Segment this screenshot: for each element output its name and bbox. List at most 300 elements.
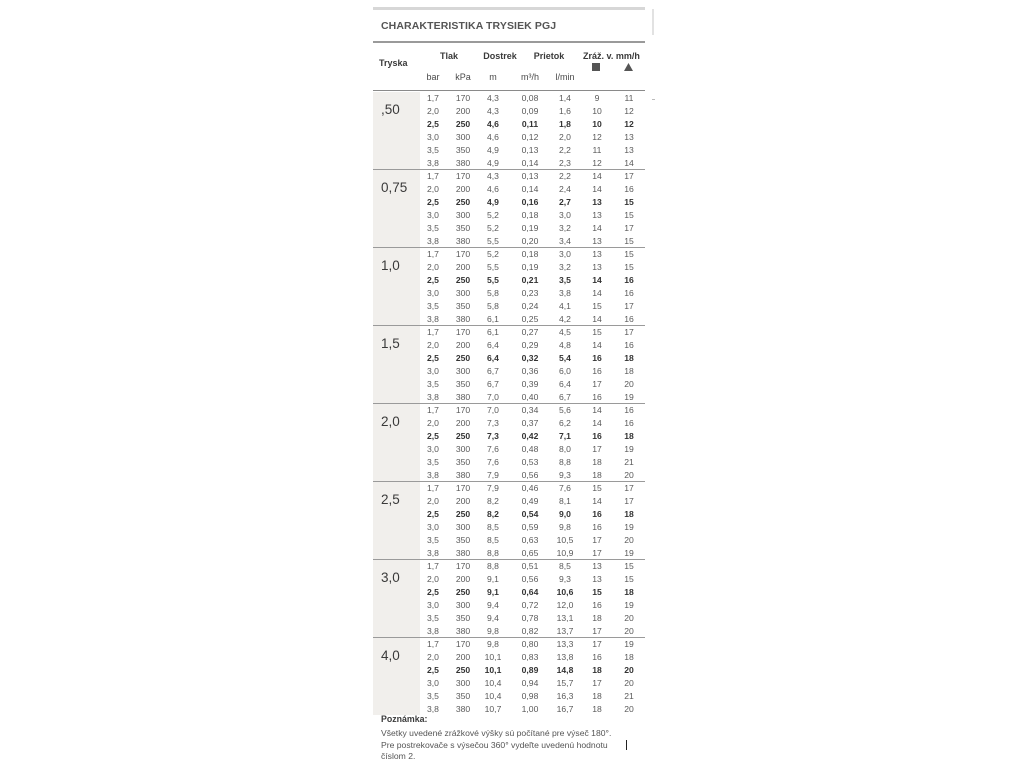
cell-kpa: 350	[455, 613, 471, 623]
cell-prietok-lmin: 8,0	[559, 444, 571, 454]
cell-dostrek: 9,4	[487, 600, 499, 610]
cell-bar: 3,5	[427, 457, 439, 467]
cell-bar: 3,0	[427, 210, 439, 220]
cell-bar: 3,8	[427, 158, 439, 168]
cell-dostrek: 4,3	[487, 93, 499, 103]
cell-zraz-square: 14	[592, 496, 602, 506]
cell-zraz-square: 12	[592, 132, 602, 142]
table-row	[373, 287, 645, 300]
cell-bar: 2,0	[427, 184, 439, 194]
cell-kpa: 300	[455, 288, 471, 298]
cell-prietok-lmin: 4,5	[559, 327, 571, 337]
cell-prietok-lmin: 1,4	[559, 93, 571, 103]
cell-prietok-m3h: 0,64	[521, 587, 539, 597]
cell-prietok-lmin: 5,6	[559, 405, 571, 415]
cell-bar: 1,7	[427, 327, 439, 337]
cell-prietok-m3h: 0,63	[521, 535, 539, 545]
cell-dostrek: 4,9	[487, 145, 499, 155]
title-divider	[373, 41, 645, 43]
cell-zraz-square: 18	[592, 704, 602, 714]
table-row	[373, 482, 645, 495]
table-row	[373, 118, 645, 131]
cell-bar: 2,5	[427, 431, 439, 441]
cell-kpa: 250	[455, 665, 471, 675]
cell-dostrek: 4,6	[487, 184, 499, 194]
page-title: CHARAKTERISTIKA TRYSIEK PGJ	[381, 20, 557, 32]
cell-prietok-lmin: 1,6	[559, 106, 571, 116]
cell-bar: 3,5	[427, 145, 439, 155]
cell-prietok-m3h: 0,83	[521, 652, 539, 662]
cell-zraz-square: 15	[592, 327, 602, 337]
cell-dostrek: 4,6	[487, 119, 499, 129]
cell-zraz-triangle: 14	[624, 158, 634, 168]
cell-zraz-triangle: 18	[624, 353, 634, 363]
cell-bar: 3,0	[427, 366, 439, 376]
table-row	[373, 300, 645, 313]
cell-prietok-lmin: 5,4	[559, 353, 571, 363]
cell-prietok-m3h: 0,27	[521, 327, 539, 337]
cell-kpa: 200	[455, 418, 471, 428]
cell-prietok-m3h: 0,54	[521, 509, 539, 519]
cell-bar: 2,0	[427, 262, 439, 272]
table-row	[373, 417, 645, 430]
cell-kpa: 170	[455, 93, 471, 103]
cell-prietok-lmin: 10,5	[556, 535, 574, 545]
cell-bar: 2,0	[427, 418, 439, 428]
edge-tick	[652, 99, 655, 100]
cell-kpa: 250	[455, 197, 471, 207]
cell-prietok-lmin: 2,2	[559, 171, 571, 181]
cell-zraz-square: 15	[592, 483, 602, 493]
cell-prietok-m3h: 0,72	[521, 600, 539, 610]
cell-kpa: 380	[455, 314, 471, 324]
cell-dostrek: 7,3	[487, 431, 499, 441]
text-cursor	[626, 740, 627, 750]
cell-dostrek: 6,4	[487, 340, 499, 350]
cell-kpa: 200	[455, 106, 471, 116]
cell-zraz-triangle: 19	[624, 548, 634, 558]
cell-kpa: 200	[455, 340, 471, 350]
cell-dostrek: 4,9	[487, 197, 499, 207]
tryska-label: ,50	[381, 102, 400, 117]
cell-bar: 2,5	[427, 119, 439, 129]
cell-zraz-square: 16	[592, 522, 602, 532]
cell-bar: 1,7	[427, 561, 439, 571]
cell-zraz-square: 13	[592, 249, 602, 259]
cell-zraz-square: 13	[592, 210, 602, 220]
cell-kpa: 250	[455, 353, 471, 363]
cell-prietok-m3h: 0,18	[521, 210, 539, 220]
cell-zraz-square: 17	[592, 548, 602, 558]
cell-zraz-square: 15	[592, 587, 602, 597]
cell-dostrek: 10,1	[484, 665, 502, 675]
cell-prietok-m3h: 0,12	[521, 132, 539, 142]
table-row	[373, 170, 645, 183]
cell-prietok-lmin: 8,5	[559, 561, 571, 571]
cell-bar: 3,0	[427, 678, 439, 688]
cell-zraz-square: 10	[592, 106, 602, 116]
cell-prietok-lmin: 4,8	[559, 340, 571, 350]
cell-kpa: 200	[455, 262, 471, 272]
cell-bar: 3,5	[427, 379, 439, 389]
cell-prietok-m3h: 0,14	[521, 184, 539, 194]
cell-kpa: 380	[455, 548, 471, 558]
cell-dostrek: 8,5	[487, 522, 499, 532]
cell-zraz-square: 14	[592, 405, 602, 415]
table-row	[373, 651, 645, 664]
table-row	[373, 638, 645, 651]
header-tryska: Tryska	[379, 58, 408, 68]
cell-zraz-triangle: 17	[624, 171, 634, 181]
scrollbar-fragment	[652, 9, 654, 35]
cell-bar: 3,5	[427, 301, 439, 311]
cell-bar: 1,7	[427, 483, 439, 493]
cell-dostrek: 6,4	[487, 353, 499, 363]
cell-zraz-triangle: 17	[624, 327, 634, 337]
unit-m3h: m³/h	[521, 72, 539, 82]
cell-prietok-m3h: 0,20	[521, 236, 539, 246]
cell-zraz-triangle: 15	[624, 197, 634, 207]
cell-prietok-m3h: 0,13	[521, 145, 539, 155]
cell-kpa: 170	[455, 171, 471, 181]
unit-lmin: l/min	[555, 72, 575, 82]
cell-prietok-m3h: 0,42	[521, 431, 539, 441]
cell-dostrek: 7,6	[487, 444, 499, 454]
cell-prietok-lmin: 3,5	[559, 275, 571, 285]
cell-kpa: 300	[455, 444, 471, 454]
cell-dostrek: 9,8	[487, 639, 499, 649]
cell-zraz-triangle: 12	[624, 106, 634, 116]
cell-dostrek: 10,4	[484, 691, 502, 701]
cell-dostrek: 7,3	[487, 418, 499, 428]
cell-zraz-square: 16	[592, 431, 602, 441]
nozzle-group	[373, 91, 645, 169]
cell-dostrek: 5,8	[487, 301, 499, 311]
cell-bar: 3,0	[427, 600, 439, 610]
table-row	[373, 92, 645, 105]
cell-bar: 3,5	[427, 223, 439, 233]
cell-kpa: 350	[455, 691, 471, 701]
cell-dostrek: 9,1	[487, 574, 499, 584]
table-row	[373, 677, 645, 690]
cell-prietok-lmin: 13,1	[556, 613, 574, 623]
cell-dostrek: 4,3	[487, 106, 499, 116]
cell-prietok-lmin: 4,1	[559, 301, 571, 311]
cell-zraz-triangle: 15	[624, 210, 634, 220]
triangle-icon	[624, 63, 633, 71]
cell-zraz-triangle: 19	[624, 392, 634, 402]
cell-zraz-square: 13	[592, 561, 602, 571]
cell-prietok-m3h: 0,21	[521, 275, 539, 285]
cell-zraz-square: 16	[592, 652, 602, 662]
cell-bar: 3,8	[427, 314, 439, 324]
cell-zraz-triangle: 20	[624, 626, 634, 636]
cell-kpa: 350	[455, 145, 471, 155]
cell-prietok-m3h: 0,98	[521, 691, 539, 701]
cell-bar: 3,5	[427, 535, 439, 545]
cell-bar: 3,0	[427, 444, 439, 454]
nozzle-group	[373, 481, 645, 559]
cell-kpa: 380	[455, 392, 471, 402]
table-row	[373, 352, 645, 365]
header-dostrek: Dostrek	[483, 51, 517, 61]
cell-zraz-triangle: 18	[624, 587, 634, 597]
cell-zraz-triangle: 13	[624, 132, 634, 142]
cell-prietok-m3h: 0,51	[521, 561, 539, 571]
cell-prietok-m3h: 0,65	[521, 548, 539, 558]
cell-zraz-triangle: 13	[624, 145, 634, 155]
cell-prietok-lmin: 12,0	[556, 600, 574, 610]
cell-kpa: 200	[455, 496, 471, 506]
cell-prietok-lmin: 10,6	[556, 587, 574, 597]
cell-kpa: 170	[455, 327, 471, 337]
cell-bar: 1,7	[427, 405, 439, 415]
cell-zraz-triangle: 19	[624, 639, 634, 649]
table-row	[373, 430, 645, 443]
table-row	[373, 261, 645, 274]
cell-prietok-lmin: 16,3	[556, 691, 574, 701]
table-row	[373, 183, 645, 196]
cell-prietok-m3h: 0,25	[521, 314, 539, 324]
cell-dostrek: 10,7	[484, 704, 502, 714]
table-row	[373, 456, 645, 469]
table-row	[373, 105, 645, 118]
cell-zraz-triangle: 16	[624, 340, 634, 350]
cell-prietok-lmin: 9,3	[559, 470, 571, 480]
cell-bar: 3,5	[427, 613, 439, 623]
cell-prietok-m3h: 0,78	[521, 613, 539, 623]
cell-bar: 2,5	[427, 275, 439, 285]
table-row	[373, 222, 645, 235]
cell-prietok-lmin: 13,3	[556, 639, 574, 649]
table-row	[373, 534, 645, 547]
cell-bar: 2,5	[427, 587, 439, 597]
cell-dostrek: 8,8	[487, 561, 499, 571]
cell-prietok-m3h: 0,89	[521, 665, 539, 675]
cell-bar: 3,8	[427, 626, 439, 636]
cell-dostrek: 8,2	[487, 509, 499, 519]
cell-bar: 1,7	[427, 93, 439, 103]
cell-dostrek: 8,2	[487, 496, 499, 506]
cell-zraz-square: 17	[592, 678, 602, 688]
cell-kpa: 250	[455, 509, 471, 519]
cell-zraz-triangle: 15	[624, 561, 634, 571]
cell-dostrek: 4,3	[487, 171, 499, 181]
cell-dostrek: 7,0	[487, 405, 499, 415]
cell-kpa: 250	[455, 275, 471, 285]
cell-prietok-lmin: 9,3	[559, 574, 571, 584]
cell-bar: 3,0	[427, 132, 439, 142]
cell-zraz-triangle: 16	[624, 184, 634, 194]
cell-zraz-triangle: 19	[624, 444, 634, 454]
table-row	[373, 599, 645, 612]
cell-zraz-triangle: 19	[624, 600, 634, 610]
cell-dostrek: 5,2	[487, 223, 499, 233]
cell-prietok-lmin: 3,4	[559, 236, 571, 246]
cell-prietok-lmin: 13,7	[556, 626, 574, 636]
cell-dostrek: 5,5	[487, 236, 499, 246]
tryska-label: 0,75	[381, 180, 408, 195]
cell-zraz-square: 13	[592, 574, 602, 584]
nozzle-group	[373, 325, 645, 403]
note-title: Poznámka:	[381, 714, 428, 724]
cell-bar: 2,0	[427, 574, 439, 584]
cell-prietok-m3h: 0,08	[521, 93, 539, 103]
top-border	[373, 7, 645, 10]
cell-bar: 3,8	[427, 704, 439, 714]
cell-dostrek: 9,1	[487, 587, 499, 597]
cell-dostrek: 10,1	[484, 652, 502, 662]
cell-prietok-m3h: 0,14	[521, 158, 539, 168]
cell-prietok-lmin: 8,8	[559, 457, 571, 467]
cell-zraz-square: 13	[592, 197, 602, 207]
cell-zraz-square: 17	[592, 535, 602, 545]
cell-dostrek: 10,4	[484, 678, 502, 688]
cell-zraz-triangle: 17	[624, 301, 634, 311]
table-row	[373, 326, 645, 339]
cell-zraz-triangle: 20	[624, 704, 634, 714]
table-row	[373, 339, 645, 352]
cell-dostrek: 6,7	[487, 379, 499, 389]
table-row	[373, 508, 645, 521]
header-tlak: Tlak	[439, 51, 458, 61]
cell-dostrek: 7,0	[487, 392, 499, 402]
table-row	[373, 560, 645, 573]
cell-zraz-square: 13	[592, 262, 602, 272]
cell-prietok-lmin: 3,2	[559, 262, 571, 272]
cell-zraz-triangle: 16	[624, 288, 634, 298]
table-row	[373, 196, 645, 209]
cell-zraz-triangle: 21	[624, 457, 634, 467]
cell-zraz-square: 15	[592, 301, 602, 311]
cell-zraz-triangle: 16	[624, 418, 634, 428]
table-row	[373, 521, 645, 534]
cell-kpa: 300	[455, 678, 471, 688]
cell-bar: 2,0	[427, 106, 439, 116]
cell-dostrek: 7,9	[487, 470, 499, 480]
cell-zraz-square: 14	[592, 275, 602, 285]
cell-zraz-triangle: 17	[624, 483, 634, 493]
cell-prietok-lmin: 7,6	[559, 483, 571, 493]
cell-zraz-square: 12	[592, 158, 602, 168]
cell-prietok-lmin: 9,0	[559, 509, 571, 519]
cell-zraz-triangle: 18	[624, 652, 634, 662]
table-row	[373, 664, 645, 677]
cell-kpa: 350	[455, 301, 471, 311]
cell-bar: 2,5	[427, 509, 439, 519]
cell-prietok-m3h: 0,56	[521, 470, 539, 480]
cell-dostrek: 9,8	[487, 626, 499, 636]
cell-zraz-triangle: 18	[624, 509, 634, 519]
nozzle-group	[373, 637, 645, 715]
cell-bar: 3,8	[427, 548, 439, 558]
cell-bar: 1,7	[427, 639, 439, 649]
cell-zraz-square: 14	[592, 223, 602, 233]
cell-kpa: 200	[455, 184, 471, 194]
cell-bar: 1,7	[427, 171, 439, 181]
cell-zraz-square: 16	[592, 600, 602, 610]
cell-zraz-triangle: 20	[624, 470, 634, 480]
cell-prietok-m3h: 0,34	[521, 405, 539, 415]
cell-dostrek: 6,1	[487, 314, 499, 324]
note-line: Všetky uvedené zrážkové výšky sú počítané pre výseč 180°.	[381, 728, 612, 738]
cell-prietok-m3h: 0,24	[521, 301, 539, 311]
table-row	[373, 378, 645, 391]
cell-dostrek: 5,2	[487, 210, 499, 220]
note-text	[381, 728, 641, 763]
table-row	[373, 144, 645, 157]
cell-zraz-square: 9	[594, 93, 600, 103]
cell-bar: 3,0	[427, 522, 439, 532]
cell-kpa: 380	[455, 158, 471, 168]
cell-zraz-square: 16	[592, 353, 602, 363]
cell-prietok-lmin: 16,7	[556, 704, 574, 714]
cell-zraz-triangle: 17	[624, 223, 634, 233]
table-row	[373, 274, 645, 287]
cell-zraz-triangle: 15	[624, 574, 634, 584]
cell-zraz-square: 14	[592, 340, 602, 350]
cell-prietok-lmin: 6,7	[559, 392, 571, 402]
cell-zraz-square: 14	[592, 184, 602, 194]
cell-bar: 1,7	[427, 249, 439, 259]
cell-kpa: 170	[455, 483, 471, 493]
cell-zraz-triangle: 21	[624, 691, 634, 701]
cell-prietok-m3h: 1,00	[521, 704, 539, 714]
cell-bar: 2,5	[427, 197, 439, 207]
unit-bar: bar	[426, 72, 440, 82]
cell-zraz-triangle: 11	[624, 93, 634, 103]
cell-bar: 2,0	[427, 340, 439, 350]
cell-zraz-triangle: 20	[624, 613, 634, 623]
cell-kpa: 200	[455, 574, 471, 584]
unit-m: m	[489, 72, 497, 82]
cell-prietok-lmin: 2,0	[559, 132, 571, 142]
cell-prietok-lmin: 10,9	[556, 548, 574, 558]
cell-dostrek: 8,5	[487, 535, 499, 545]
cell-prietok-lmin: 8,1	[559, 496, 571, 506]
tryska-label: 2,0	[381, 414, 400, 429]
cell-dostrek: 4,9	[487, 158, 499, 168]
cell-kpa: 250	[455, 119, 471, 129]
cell-prietok-m3h: 0,80	[521, 639, 539, 649]
cell-zraz-triangle: 20	[624, 678, 634, 688]
cell-dostrek: 6,7	[487, 366, 499, 376]
table-row	[373, 443, 645, 456]
cell-zraz-square: 14	[592, 314, 602, 324]
cell-bar: 3,8	[427, 392, 439, 402]
cell-prietok-lmin: 2,7	[559, 197, 571, 207]
cell-prietok-lmin: 3,2	[559, 223, 571, 233]
cell-zraz-square: 16	[592, 366, 602, 376]
cell-dostrek: 7,9	[487, 483, 499, 493]
header-zrazkova-vyska: Zráž. v. mm/h	[583, 51, 640, 61]
cell-zraz-square: 14	[592, 171, 602, 181]
cell-prietok-m3h: 0,40	[521, 392, 539, 402]
cell-zraz-triangle: 20	[624, 665, 634, 675]
note-line: číslom 2.	[381, 751, 416, 761]
cell-zraz-square: 17	[592, 444, 602, 454]
cell-dostrek: 4,6	[487, 132, 499, 142]
cell-prietok-lmin: 3,0	[559, 210, 571, 220]
cell-zraz-square: 14	[592, 288, 602, 298]
document-sheet	[373, 7, 645, 762]
cell-dostrek: 5,5	[487, 275, 499, 285]
cell-zraz-triangle: 15	[624, 249, 634, 259]
cell-prietok-m3h: 0,46	[521, 483, 539, 493]
cell-zraz-square: 18	[592, 457, 602, 467]
cell-dostrek: 5,8	[487, 288, 499, 298]
cell-prietok-lmin: 6,0	[559, 366, 571, 376]
